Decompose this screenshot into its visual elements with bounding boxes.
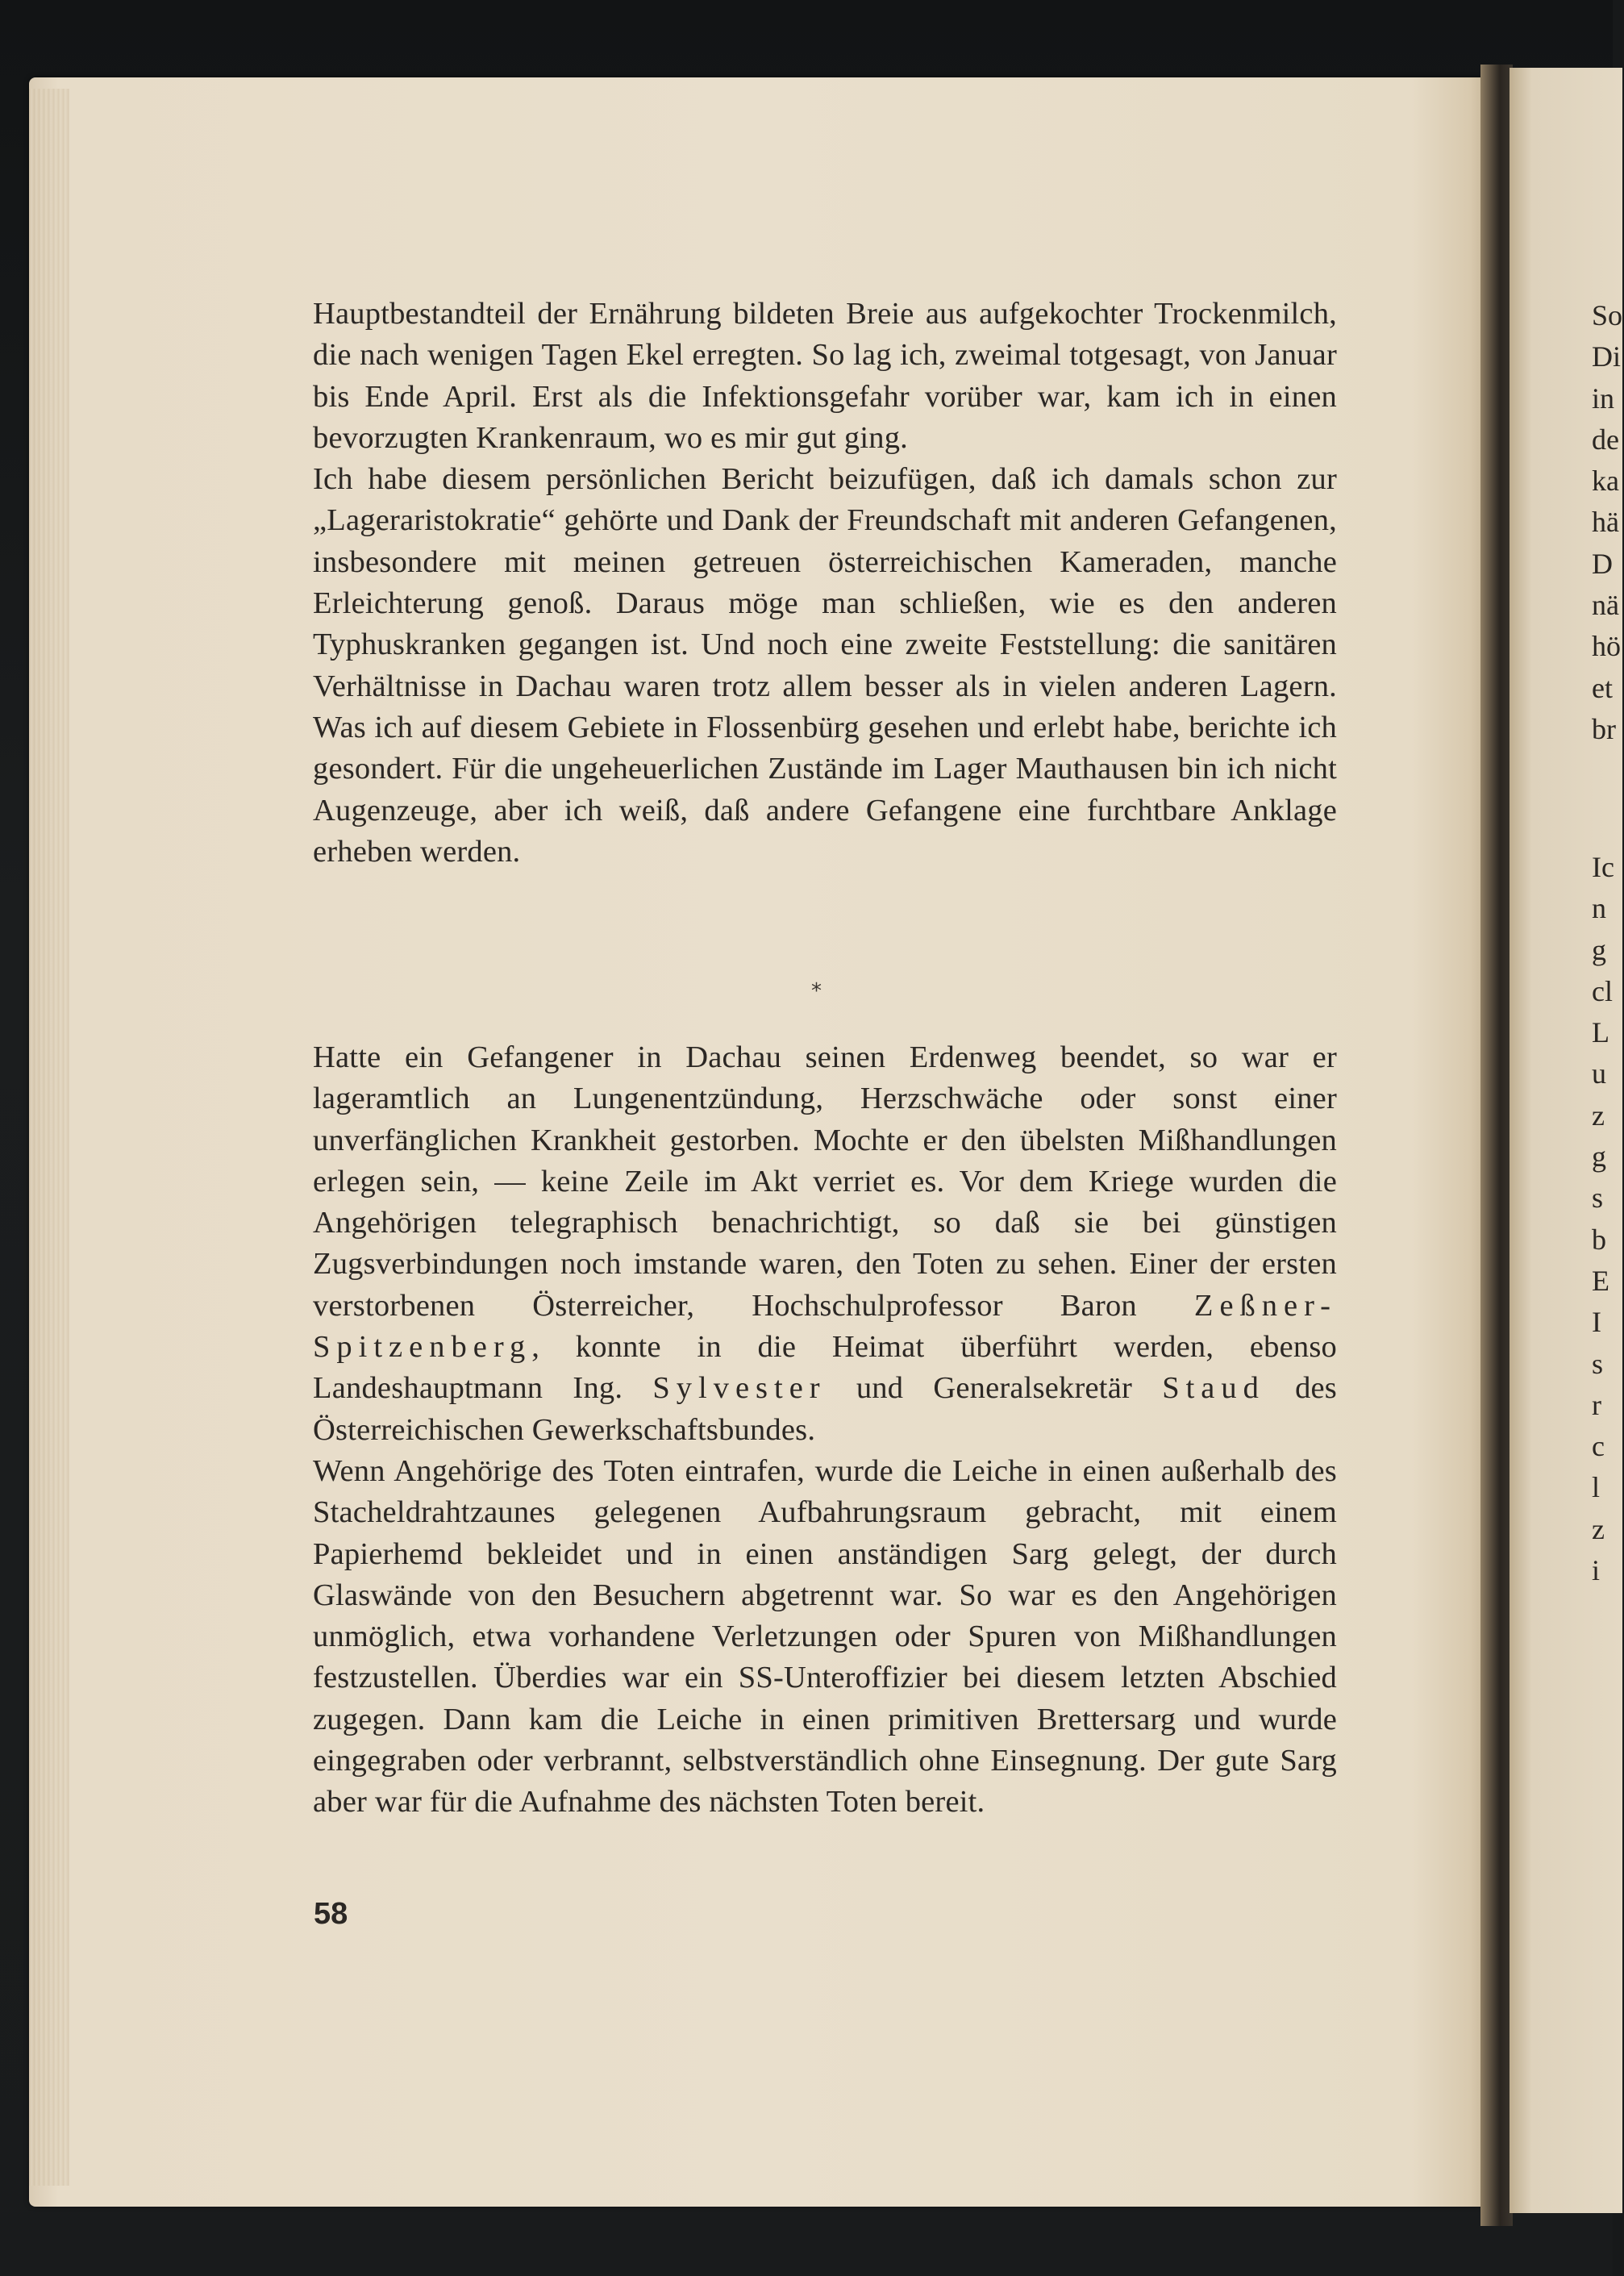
text-run: , konnte in die Heimat überführt werden, ebenso Landeshauptmann Ing. [313,1330,1337,1406]
right-page-fragments-bottom: Ic n g cl L u z g s b E I s r c l z i [1592,851,1614,1587]
name-sylvester: Sylvester [652,1371,827,1406]
name-staud: Staud [1162,1371,1265,1406]
text-run: Hatte ein Gefangener in Dachau seinen Erdenweg beendet, so war er lageramtlich an Lungenentzündung, Herzschwäche oder sonst einer unverfänglichen Krankheit gestorben. Mochte er den übelsten Mißhandlungen erlegen sein, — keine Zeile im Akt verriet es. Vor dem Kriege wurden die Angehörigen telegraphisch benachrichtigt, so daß sie bei günstigen Zugsverbindungen noch imstande waren, den Toten zu sehen. Einer der ersten verstorbenen Österreicher, Hochschulprofessor Baron [313,1040,1337,1323]
paragraph-relatives: Wenn Angehörige des Toten eintrafen, wurde die Leiche in einen außerhalb des Stacheldrahtzaunes gelegenen Aufbahrungsraum gebracht, mit einem Papierhemd bekleidet und in einen anständigen Sarg gelegt, der durch Glaswände von den Besuchern abgetrennt war. So war es den Angehörigen unmöglich, etwa vorhandene Verletzungen oder Spuren von Mißhandlungen festzustellen. Überdies war ein SS-Unteroffizier bei diesem letzten Abschied zugegen. Dann kam die Leiche in einen primitiven Brettersarg und wurde eingegraben oder verbrannt, selbstverständlich ohne Einsegnung. Der gute Sarg aber war für die Aufnahme des nächsten Toten bereit. [313,1453,1337,1820]
text-run: des Österreichischen Gewerkschaftsbundes. [313,1371,1337,1447]
page-stack-edge [29,89,69,2186]
paragraph-report: Ich habe diesem persönlichen Bericht beizufügen, daß ich damals schon zur „Lageraristokratie“ gehörte und Dank der Freundschaft mit anderen Gefangenen, insbesondere mit meinen getreuen österreichischen Kameraden, manche Erleichterung genoß. Daraus möge man schließen, wie es den anderen Typhuskranken gegangen ist. Und noch eine zweite Feststellung: die sanitären Verhältnisse in Dachau waren trotz allem besser als in vielen anderen Lagern. Was ich auf diesem Gebiete in Flossenbürg gesehen und erlebt habe, berichte ich gesondert. Für die ungeheuerlichen Zustände im Lager Mauthausen bin ich nicht Augenzeuge, aber ich weiß, daß andere Gefangene eine furchtbare Anklage erheben werden. [313,462,1337,869]
paragraph-nutrition: Hauptbestandteil der Ernährung bildeten Breie aus aufgekochter Trockenmilch, die nach wenigen Tagen Ekel erregten. So lag ich, zweimal totgesagt, von Januar bis Ende April. Erst als die Infektionsgefahr vorüber war, kam ich in einen bevorzugten Krankenraum, wo es mir gut ging. [313,297,1337,455]
right-page-fragments-top: So Di in de ka hä D nä hö et br [1592,299,1623,745]
section-separator: * [811,979,822,1003]
page-number: 58 [314,1897,348,1931]
name-zessner: Zeßner-Spitzenberg [313,1288,1337,1365]
text-run: und Generalsekretär [856,1371,1133,1406]
book-gutter [1480,65,1513,2226]
paragraph-death [313,1037,1337,1451]
text-block-top [313,294,1337,873]
text-block-bottom [313,1037,1337,1824]
